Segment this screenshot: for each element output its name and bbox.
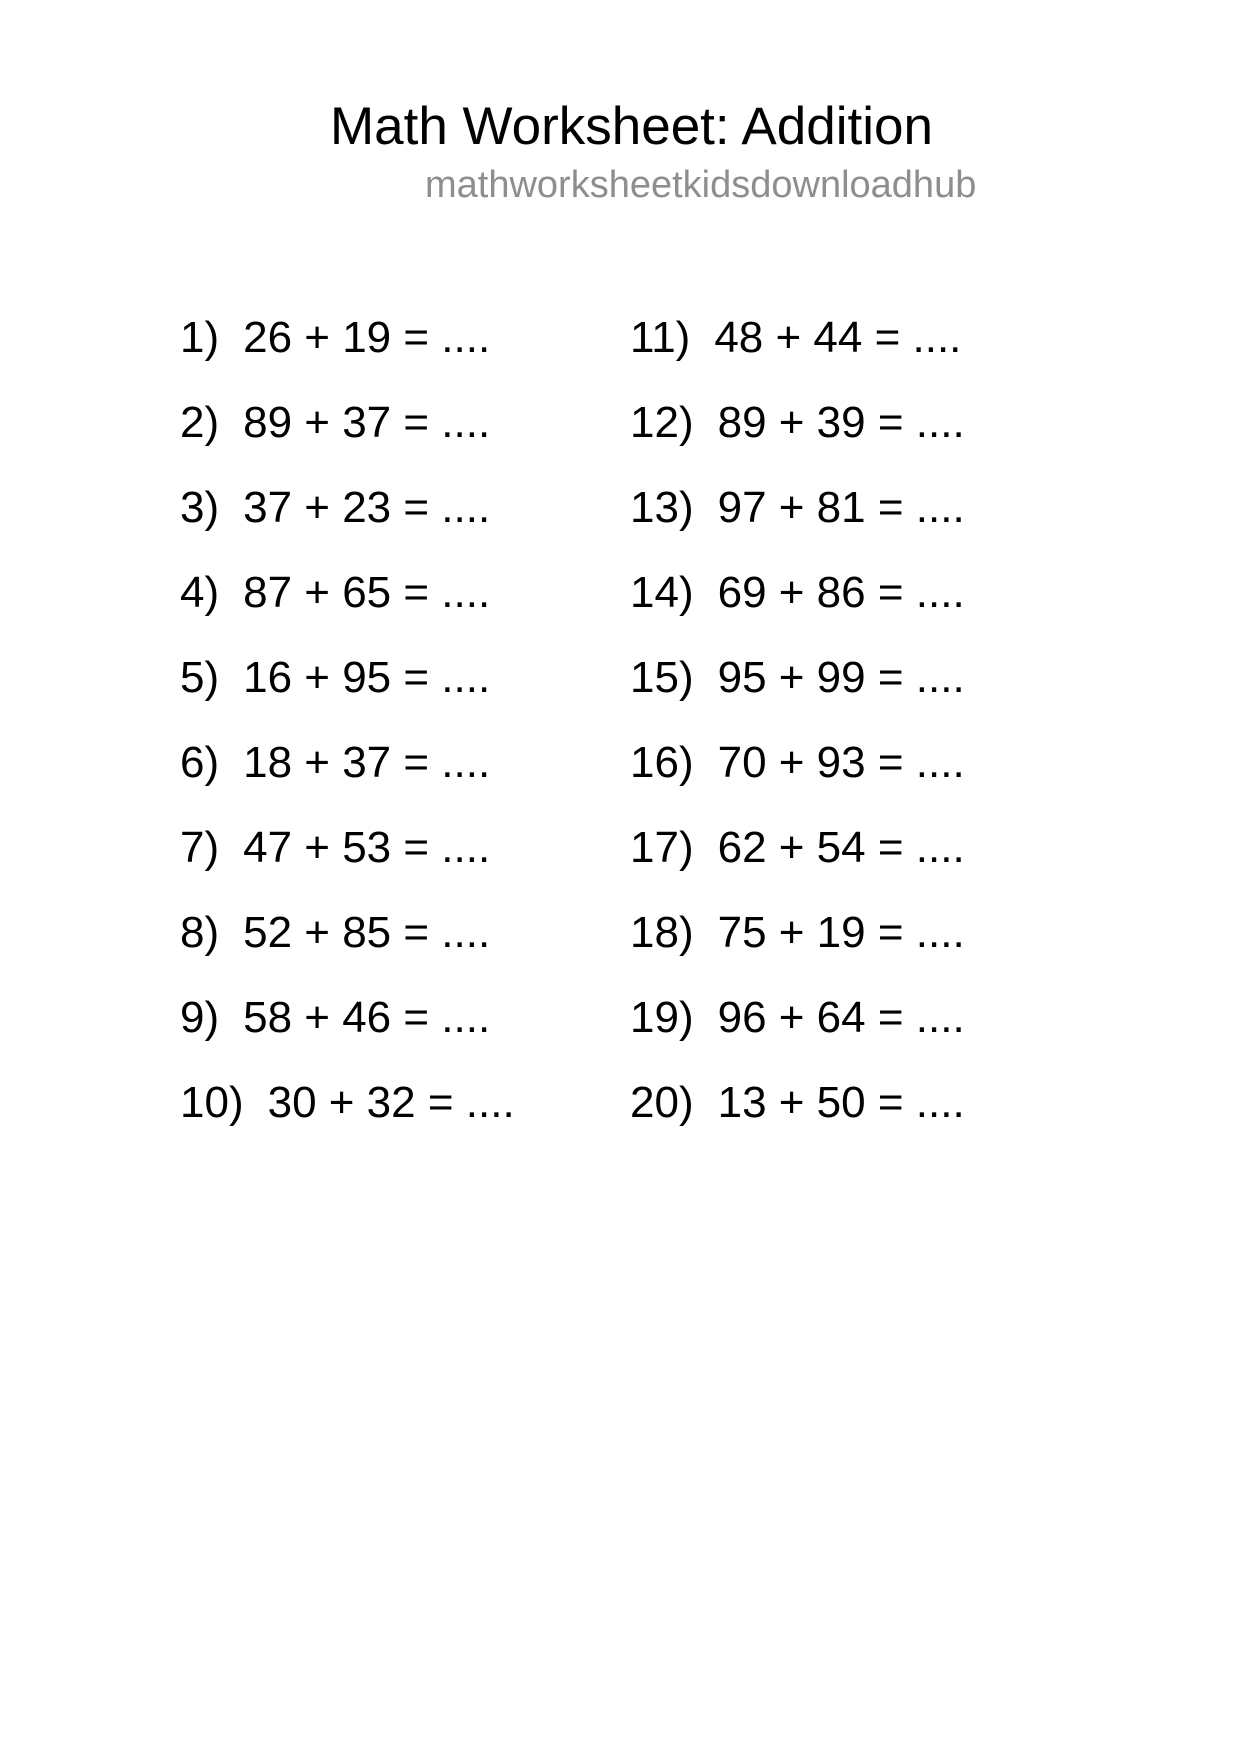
page-subtitle: mathworksheetkidsdownloadhub (425, 164, 977, 206)
problem-row-10 (180, 1060, 515, 1145)
problem-number: 10) (180, 1077, 244, 1127)
problem-expression: 52 + 85 = .... (243, 907, 491, 957)
problem-number: 11) (630, 312, 691, 362)
problem-number: 13) (630, 482, 694, 532)
problem-number: 4) (180, 567, 220, 617)
problem-number: 20) (630, 1077, 694, 1127)
problem-expression: 13 + 50 = .... (717, 1077, 965, 1127)
problem-number: 7) (180, 822, 220, 872)
problem-number: 3) (180, 482, 220, 532)
problem-row-18 (630, 890, 965, 975)
problem-number: 18) (630, 907, 694, 957)
problem-expression: 87 + 65 = .... (243, 567, 491, 617)
problem-expression: 62 + 54 = .... (717, 822, 965, 872)
problem-row-3 (180, 465, 515, 550)
problem-row-15 (630, 635, 965, 720)
problem-expression: 96 + 64 = .... (717, 992, 965, 1042)
problem-expression: 70 + 93 = .... (717, 737, 965, 787)
problem-number: 1) (180, 312, 220, 362)
problem-expression: 48 + 44 = .... (714, 312, 962, 362)
problem-expression: 75 + 19 = .... (717, 907, 965, 957)
problem-row-20 (630, 1060, 965, 1145)
problem-expression: 26 + 19 = .... (243, 312, 491, 362)
problem-expression: 58 + 46 = .... (243, 992, 491, 1042)
problem-expression: 16 + 95 = .... (243, 652, 491, 702)
problem-row-6 (180, 720, 515, 805)
problem-number: 2) (180, 397, 220, 447)
problem-row-1 (180, 295, 515, 380)
problem-row-9 (180, 975, 515, 1060)
problem-expression: 69 + 86 = .... (717, 567, 965, 617)
problem-row-19 (630, 975, 965, 1060)
problem-row-13 (630, 465, 965, 550)
problem-row-17 (630, 805, 965, 890)
problem-row-7 (180, 805, 515, 890)
problem-expression: 30 + 32 = .... (267, 1077, 515, 1127)
problem-row-16 (630, 720, 965, 805)
problem-row-5 (180, 635, 515, 720)
problem-number: 14) (630, 567, 694, 617)
problem-number: 19) (630, 992, 694, 1042)
problem-number: 16) (630, 737, 694, 787)
problem-expression: 18 + 37 = .... (243, 737, 491, 787)
problems-column-right (630, 295, 965, 1145)
problem-expression: 89 + 39 = .... (717, 397, 965, 447)
problem-row-8 (180, 890, 515, 975)
problem-expression: 47 + 53 = .... (243, 822, 491, 872)
problem-number: 17) (630, 822, 694, 872)
problem-number: 15) (630, 652, 694, 702)
problem-number: 12) (630, 397, 694, 447)
problem-expression: 95 + 99 = .... (717, 652, 965, 702)
problem-expression: 89 + 37 = .... (243, 397, 491, 447)
problem-number: 5) (180, 652, 220, 702)
problem-row-11 (630, 295, 965, 380)
problem-row-12 (630, 380, 965, 465)
page-title: Math Worksheet: Addition (330, 97, 933, 156)
problem-expression: 37 + 23 = .... (243, 482, 491, 532)
problems-column-left (180, 295, 515, 1145)
problem-row-2 (180, 380, 515, 465)
problem-row-14 (630, 550, 965, 635)
problem-number: 6) (180, 737, 220, 787)
problem-number: 8) (180, 907, 220, 957)
problem-expression: 97 + 81 = .... (717, 482, 965, 532)
problem-row-4 (180, 550, 515, 635)
problem-number: 9) (180, 992, 220, 1042)
